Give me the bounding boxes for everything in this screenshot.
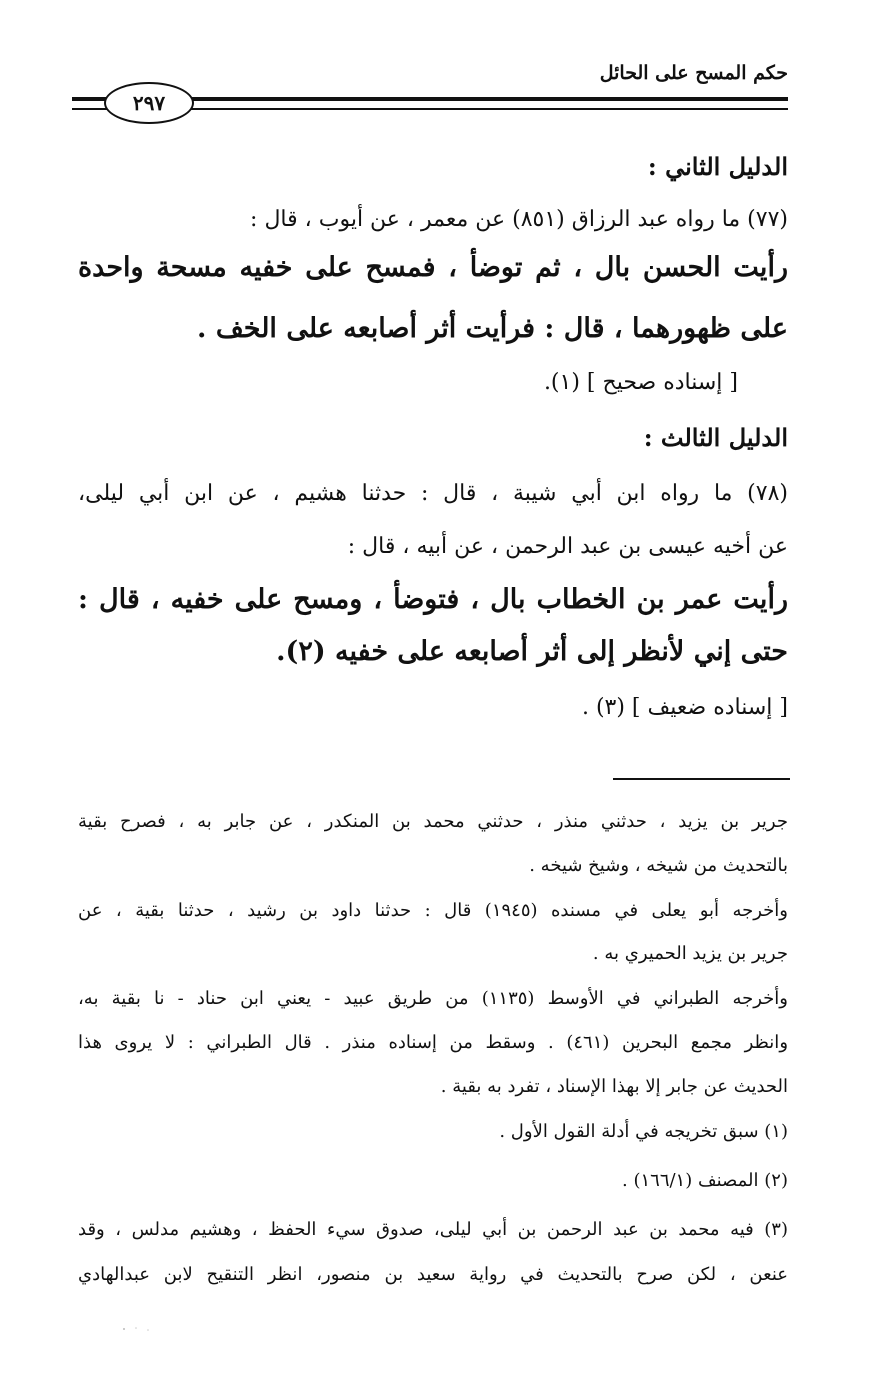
footnote-3-2: عنعن ، لكن صرح بالتحديث في رواية سعيد بن منصور، انظر التنقيح لابن عبدالهادي: [78, 1264, 788, 1285]
narration-77-text-2: على ظهورهما ، قال : فرأيت أثر أصابعه على الخف .: [197, 313, 788, 344]
footnote-tabarani-1: وأخرجه الطبراني في الأوسط (١١٣٥) من طريق عبيد - يعني ابن حناد - نا بقية به،: [78, 988, 788, 1009]
page-number: ٢٩٧: [132, 91, 166, 115]
narration-77-chain: (٧٧) ما رواه عبد الرزاق (٨٥١) عن معمر ، عن أيوب ، قال :: [250, 207, 788, 232]
footnote-tabarani-3: الحديث عن جابر إلا بهذا الإسناد ، تفرد به بقية .: [440, 1076, 788, 1097]
narration-78-text-2: حتى إني لأنظر إلى أثر أصابعه على خفيه (٢).: [276, 636, 788, 667]
narration-78-chain-2: عن أخيه عيسى بن عبد الرحمن ، عن أبيه ، قال :: [347, 534, 788, 559]
narration-77-grade: [ إسناده صحيح ] (١).: [543, 370, 738, 395]
narration-78-grade: [ إسناده ضعيف ] (٣) .: [581, 695, 788, 720]
running-title: حكم المسح على الحائل: [599, 62, 788, 84]
narration-78-text-1: رأيت عمر بن الخطاب بال ، فتوضأ ، ومسح على خفيه ، قال :: [78, 584, 788, 615]
page-number-oval: [104, 82, 194, 124]
footnote-abu-yala-2: جرير بن يزيد الحميري به .: [592, 943, 788, 964]
heading-second-evidence: الدليل الثاني :: [647, 152, 788, 181]
footnote-separator: [613, 778, 790, 780]
narration-78-chain-1: (٧٨) ما رواه ابن أبي شيبة ، قال : حدثنا هشيم ، عن ابن أبي ليلى،: [78, 481, 789, 506]
footnote-2: (٢) المصنف (١٦٦/١) .: [622, 1170, 788, 1191]
footnote-3-1: (٣) فيه محمد بن عبد الرحمن بن أبي ليلى، صدوق سيء الحفظ ، وهشيم مدلس ، وقد: [78, 1219, 788, 1240]
footnote-abu-yala-1: وأخرجه أبو يعلى في مسنده (١٩٤٥) قال : حدثنا داود بن رشيد ، حدثنا بقية ، عن: [78, 900, 789, 921]
narration-77-text-1: رأيت الحسن بال ، ثم توضأ ، فمسح على خفيه مسحة واحدة: [78, 252, 788, 283]
footnote-continued-2: بالتحديث من شيخه ، وشيخ شيخه .: [529, 855, 788, 876]
scan-speck: [118, 1326, 158, 1332]
heading-third-evidence: الدليل الثالث :: [643, 423, 788, 452]
footnote-continued-1: جرير بن يزيد ، حدثني منذر ، حدثني محمد بن المنكدر ، عن جابر به ، فصرح بقية: [78, 811, 788, 832]
footnote-tabarani-2: وانظر مجمع البحرين (٤٦١) . وسقط من إسناده منذر . قال الطبراني : لا يروى هذا: [78, 1032, 789, 1053]
footnote-1: (١) سبق تخريجه في أدلة القول الأول .: [499, 1121, 788, 1142]
